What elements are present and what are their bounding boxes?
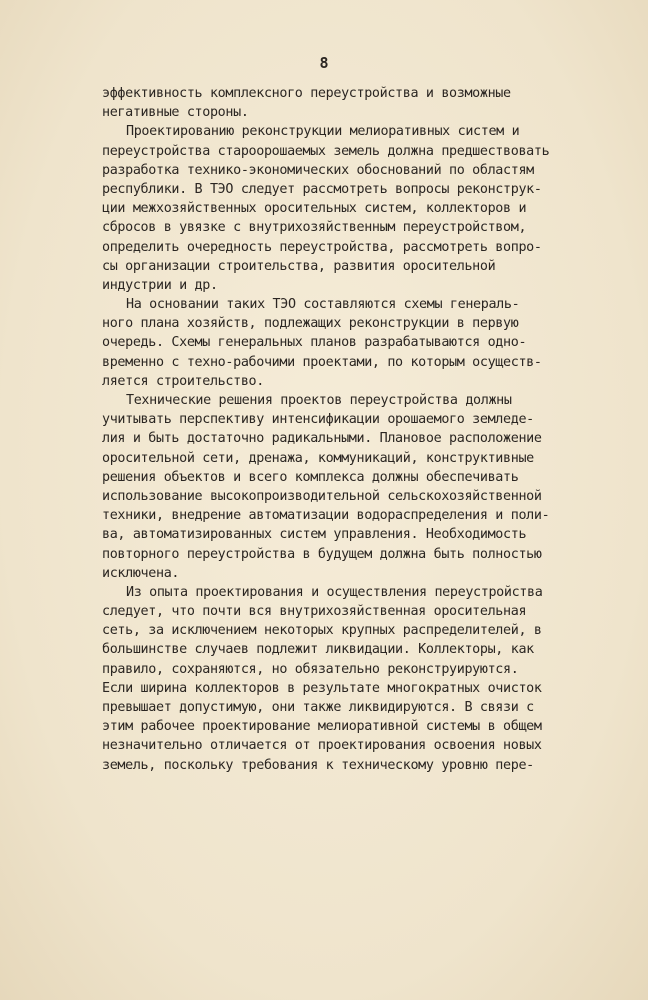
text-line: незначительно отличается от проектирования освоения новых: [102, 738, 542, 754]
text-line: сбросов в увязке с внутрихозяйственным переустройством,: [102, 220, 527, 236]
text-line: республики. В ТЭО следует рассмотреть вопросы реконструк-: [102, 181, 542, 197]
text-line: лия и быть достаточно радикальными. Плановое расположение: [102, 431, 542, 447]
text-line: очередь. Схемы генеральных планов разрабатываются одно-: [102, 335, 527, 351]
text-line: разработка технико-экономических обоснований по областям: [102, 162, 534, 178]
text-line: этим рабочее проектирование мелиоративной системы в общем: [102, 719, 542, 735]
page-number: 8: [319, 54, 329, 72]
text-line: техники, внедрение автоматизации водораспределения и поли-: [102, 508, 550, 524]
text-line: исключена.: [102, 565, 180, 581]
text-line: ного плана хозяйств, подлежащих реконструкции в первую: [102, 316, 519, 332]
text-line: Из опыта проектирования и осуществления переустройства: [126, 584, 543, 600]
text-line: определить очередность переустройства, рассмотреть вопро-: [102, 239, 542, 255]
text-line: земель, поскольку требования к техническому уровню пере-: [102, 757, 534, 773]
text-line: повторного переустройства в будущем должна быть полностью: [102, 546, 542, 562]
text-line: На основании таких ТЭО составляются схемы генераль-: [126, 297, 520, 313]
text-line: превышает допустимую, они также ликвидируются. В связи с: [102, 700, 534, 715]
text-line: ляется строительство.: [102, 373, 264, 389]
text-line: оросительной сети, дренажа, коммуникаций, конструктивные: [102, 450, 534, 466]
text-line: негативные стороны.: [102, 105, 249, 121]
text-line: сеть, за исключением некоторых крупных распределителей, в: [102, 623, 542, 639]
text-line: Технические решения проектов переустройства должны: [126, 393, 512, 408]
text-line: большинстве случаев подлежит ликвидации. Коллекторы, как: [102, 642, 534, 658]
text-line: сы организации строительства, развития оросительной: [102, 258, 496, 274]
text-line: ции межхозяйственных оросительных систем, коллекторов и: [102, 201, 527, 217]
body-text: [102, 84, 582, 775]
text-line: эффективность комплексного переустройства и возможные: [102, 86, 511, 101]
text-line: временно с техно-рабочими проектами, по которым осуществ-: [102, 354, 542, 370]
text-line: учитывать перспективу интенсификации орошаемого земледе-: [102, 412, 534, 428]
text-line: индустрии и др.: [102, 277, 218, 293]
text-line: ва, автоматизированных систем управления. Необходимость: [102, 527, 527, 543]
text-line: Проектированию реконструкции мелиоративных систем и: [126, 124, 520, 140]
text-line: переустройства староорошаемых земель должна предшествовать: [102, 143, 550, 159]
text-line: решения объектов и всего комплекса должны обеспечивать: [102, 469, 519, 485]
text-line: следует, что почти вся внутрихозяйственная оросительная: [102, 604, 527, 620]
text-line: использование высокопроизводительной сельскохозяйственной: [102, 488, 542, 504]
text-line: Если ширина коллекторов в результате многократных очисток: [102, 680, 542, 696]
text-line: правило, сохраняются, но обязательно реконструируются.: [102, 661, 519, 677]
